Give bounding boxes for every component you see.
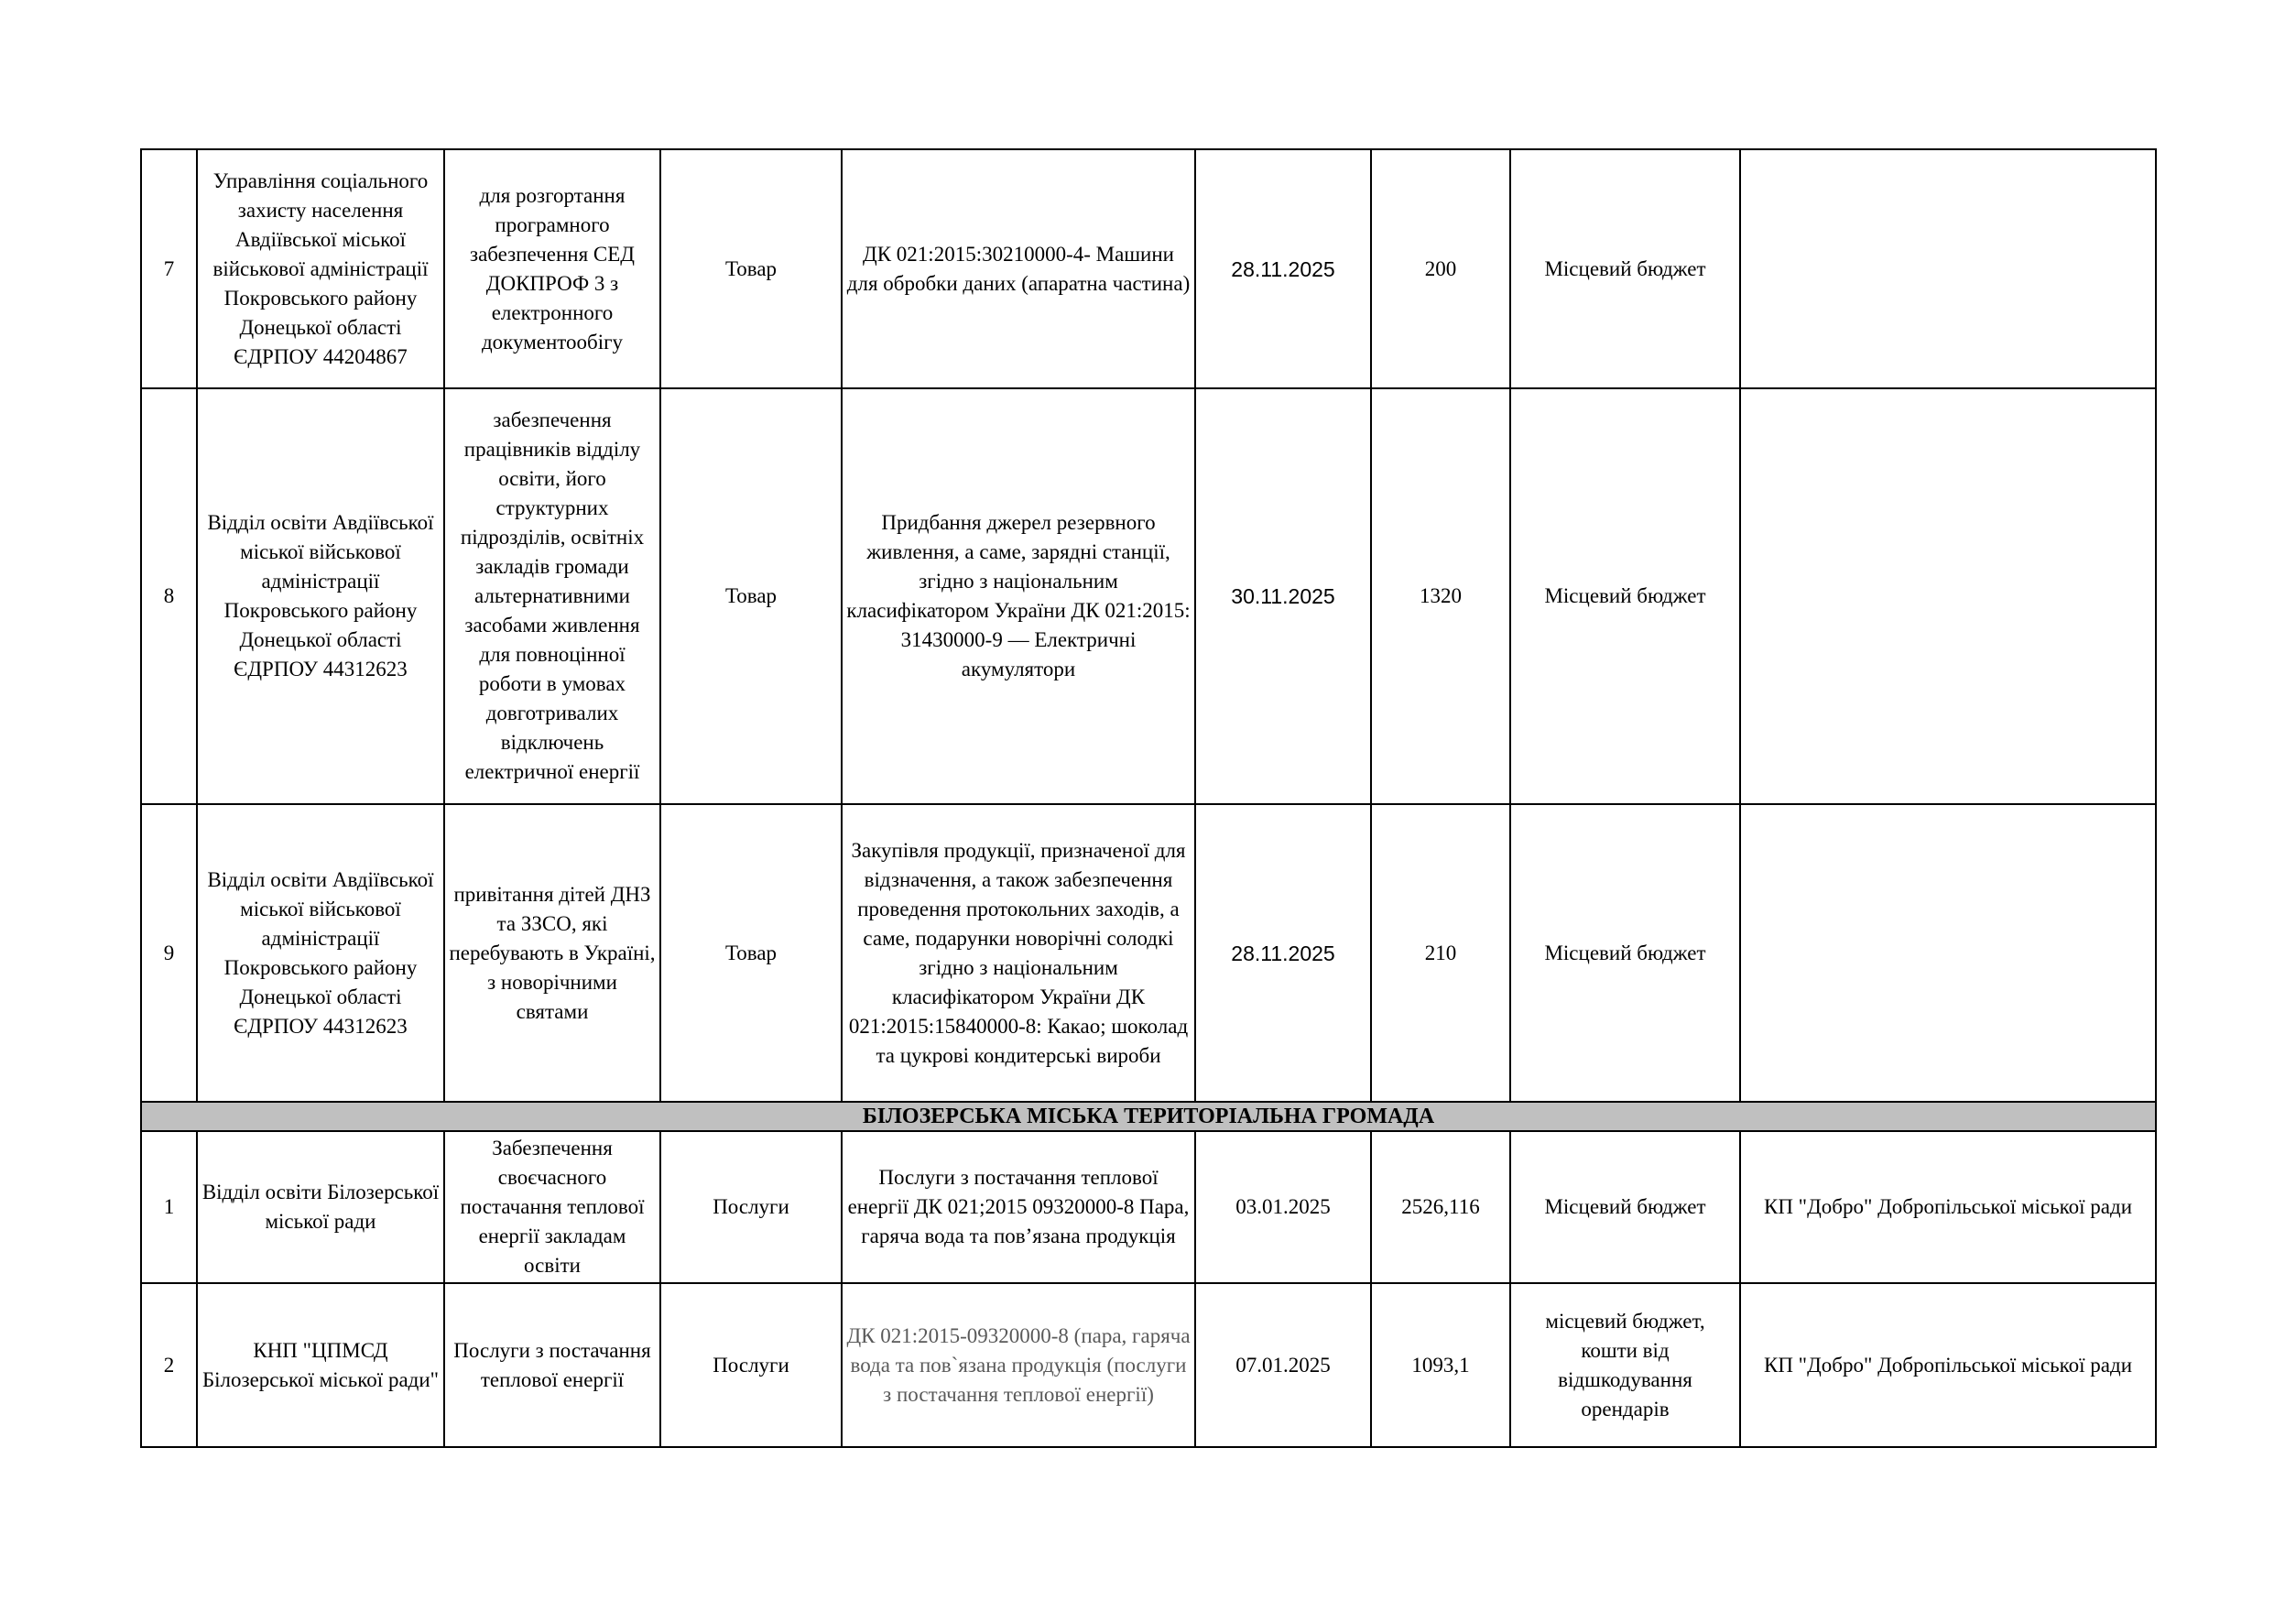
type-cell: Товар: [660, 388, 842, 804]
customer-cell: КНП "ЦПМСД Білозерської міської ради": [197, 1283, 444, 1447]
purpose-cell: Послуги з постачання теплової енергії: [444, 1283, 660, 1447]
subject-cell: ДК 021:2015:30210000-4- Машини для обробки даних (апаратна частина): [842, 149, 1195, 388]
supplier-cell: [1740, 149, 2156, 388]
purpose-cell: забезпечення працівників відділу освіти, його структурних підрозділів, освітніх закладів громади альтернативними засобами живлення для повноцінної роботи в умовах довготривалих відключень електричної енергії: [444, 388, 660, 804]
table-row: [141, 804, 2156, 1102]
funding-source-cell: Місцевий бюджет: [1510, 149, 1740, 388]
type-cell: Товар: [660, 804, 842, 1102]
row-number: 2: [141, 1283, 197, 1447]
funding-source-cell: Місцевий бюджет: [1510, 804, 1740, 1102]
row-number: 9: [141, 804, 197, 1102]
section-title: БІЛОЗЕРСЬКА МІСЬКА ТЕРИТОРІАЛЬНА ГРОМАДА: [141, 1102, 2156, 1131]
table-row: [141, 1131, 2156, 1283]
purpose-cell: для розгортання програмного забезпечення СЕД ДОКПРОФ 3 з електронного документообігу: [444, 149, 660, 388]
purpose-cell: Забезпечення своєчасного постачання теплової енергії закладам освіти: [444, 1131, 660, 1283]
date-cell: 28.11.2025: [1195, 149, 1371, 388]
subject-cell: ДК 021:2015-09320000-8 (пара, гаряча вода та пов`язана продукція (послуги з постачання теплової енергії): [842, 1283, 1195, 1447]
date-cell: 03.01.2025: [1195, 1131, 1371, 1283]
type-cell: Товар: [660, 149, 842, 388]
table-row: [141, 388, 2156, 804]
customer-cell: Відділ освіти Білозерської міської ради: [197, 1131, 444, 1283]
customer-cell: Відділ освіти Авдіївської міської військової адміністрації Покровського району Донецької області ЄДРПОУ 44312623: [197, 804, 444, 1102]
row-number: 8: [141, 388, 197, 804]
type-cell: Послуги: [660, 1283, 842, 1447]
row-number: 1: [141, 1131, 197, 1283]
supplier-cell: КП "Добро" Добропільської міської ради: [1740, 1283, 2156, 1447]
table-row: [141, 1283, 2156, 1447]
section-header-row: [141, 1102, 2156, 1131]
date-cell: 30.11.2025: [1195, 388, 1371, 804]
supplier-cell: [1740, 388, 2156, 804]
row-number: 7: [141, 149, 197, 388]
funding-source-cell: Місцевий бюджет: [1510, 1131, 1740, 1283]
amount-cell: 210: [1371, 804, 1510, 1102]
amount-cell: 2526,116: [1371, 1131, 1510, 1283]
amount-cell: 200: [1371, 149, 1510, 388]
customer-cell: Відділ освіти Авдіївської міської військової адміністрації Покровського району Донецької області ЄДРПОУ 44312623: [197, 388, 444, 804]
amount-cell: 1093,1: [1371, 1283, 1510, 1447]
date-cell: 07.01.2025: [1195, 1283, 1371, 1447]
subject-cell: Послуги з постачання теплової енергії ДК 021;2015 09320000-8 Пара, гаряча вода та пов’язана продукція: [842, 1131, 1195, 1283]
subject-cell: Придбання джерел резервного живлення, а саме, зарядні станції, згідно з національним класифікатором України ДК 021:2015: 31430000-9 — Електричні акумулятори: [842, 388, 1195, 804]
subject-cell: Закупівля продукції, призначеної для відзначення, а також забезпечення проведення протокольних заходів, а саме, подарунки новорічні солодкі згідно з національним класифікатором України ДК 021:2015:15840000-8: Какао; шоколад та цукрові кондитерські вироби: [842, 804, 1195, 1102]
type-cell: Послуги: [660, 1131, 842, 1283]
supplier-cell: КП "Добро" Добропільської міської ради: [1740, 1131, 2156, 1283]
funding-source-cell: місцевий бюджет, кошти від відшкодування орендарів: [1510, 1283, 1740, 1447]
supplier-cell: [1740, 804, 2156, 1102]
table-row: [141, 149, 2156, 388]
procurement-table: [140, 148, 2157, 1448]
customer-cell: Управління соціального захисту населення Авдіївської міської військової адміністрації Покровського району Донецької області ЄДРПОУ 44204867: [197, 149, 444, 388]
purpose-cell: привітання дітей ДНЗ та ЗЗСО, які перебувають в Україні, з новорічними святами: [444, 804, 660, 1102]
funding-source-cell: Місцевий бюджет: [1510, 388, 1740, 804]
date-cell: 28.11.2025: [1195, 804, 1371, 1102]
amount-cell: 1320: [1371, 388, 1510, 804]
